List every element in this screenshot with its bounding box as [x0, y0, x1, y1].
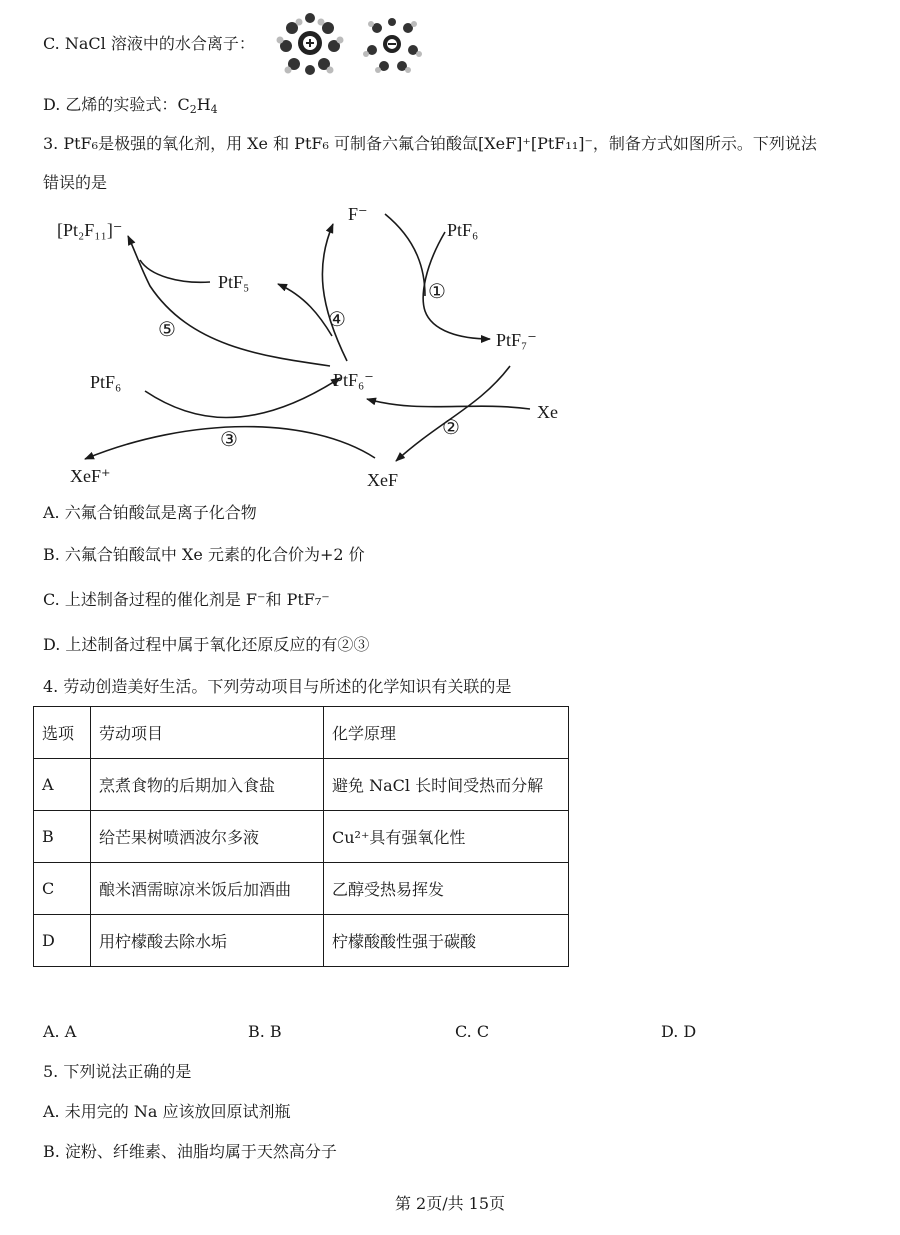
arrow-step2-ptf7 [396, 366, 510, 461]
label-pt2f11: [Pt₂F₁₁]⁻ [57, 220, 123, 240]
step-4-label: ④ [328, 309, 346, 331]
label-ptf6-left: PtF₆ [90, 372, 122, 392]
table-header-cell: 选项 [34, 707, 91, 759]
arrow-step1-f [385, 214, 425, 296]
label-ptf5: PtF₅ [218, 272, 250, 292]
table-cell: 用柠檬酸去除水垢 [91, 915, 324, 967]
label-xef-plus: XeF⁺ [70, 466, 111, 486]
table-cell: B [34, 811, 91, 863]
page-footer: 第 2页/共 15页 [394, 1194, 506, 1213]
q2-option-c-text: C. NaCl 溶液中的水合离子： [43, 34, 255, 53]
q3-option-c: C. 上述制备过程的催化剂是 F⁻和 PtF₇⁻ [43, 590, 330, 609]
table-row [34, 811, 569, 863]
table-row [34, 863, 569, 915]
table-cell: Cu²⁺具有强氧化性 [324, 811, 569, 863]
table-header-cell: 化学原理 [324, 707, 569, 759]
label-ptf6-minus: PtF₆⁻ [333, 370, 374, 390]
table-cell: 酿米酒需晾凉米饭后加酒曲 [91, 863, 324, 915]
q3-stem-line1: 3. PtF₆是极强的氧化剂，用 Xe 和 PtF₆ 可制备六氟合铂酸氙[XeF]⁺[PtF₁₁]⁻，制备方式如图所示。下列说法 [43, 134, 817, 153]
arrow-step3-ptf6 [145, 378, 340, 418]
q3-stem-line2: 错误的是 [43, 173, 108, 192]
arrow-step5-ptf6 [128, 236, 330, 366]
table-cell: 柠檬酸酸性强于碳酸 [324, 915, 569, 967]
table-cell: 烹煮食物的后期加入食盐 [91, 759, 324, 811]
q2-option-d-formula-h: H [196, 95, 211, 114]
table-cell: A [34, 759, 91, 811]
step-1-label: ① [428, 281, 446, 303]
q4-choice-c: C. C [455, 1022, 490, 1041]
table-header-cell: 劳动项目 [91, 707, 324, 759]
q5-stem: 5. 下列说法正确的是 [43, 1062, 192, 1081]
q4-choice-d: D. D [661, 1022, 697, 1041]
q3-option-a: A. 六氟合铂酸氙是离子化合物 [43, 503, 257, 522]
table-cell: 乙醇受热易挥发 [324, 863, 569, 915]
q2-option-d-label: D. 乙烯的实验式： [43, 95, 178, 114]
table-row [34, 915, 569, 967]
table-header-row [34, 707, 569, 759]
label-ptf6-top: PtF₆ [447, 220, 479, 240]
label-xef: XeF [367, 470, 398, 490]
table-cell: 避免 NaCl 长时间受热而分解 [324, 759, 569, 811]
q4-choice-b: B. B [248, 1022, 282, 1041]
table-cell: D [34, 915, 91, 967]
step-3-label: ③ [220, 429, 238, 451]
table-cell: 给芒果树喷洒波尔多液 [91, 811, 324, 863]
step-2-label: ② [442, 417, 460, 439]
reaction-cycle-diagram [40, 196, 580, 496]
q2-option-d-sub2: 4 [210, 103, 218, 116]
hydrated-anion-icon [363, 18, 422, 73]
label-ptf7-minus: PtF₇⁻ [496, 330, 537, 350]
q3-option-b: B. 六氟合铂酸氙中 Xe 元素的化合价为+2 价 [43, 545, 365, 564]
q2-option-d-formula-c: C [177, 95, 190, 114]
arrow-step2-xe [367, 399, 530, 409]
q2-option-d-sub1: 2 [189, 103, 197, 116]
q4-stem: 4. 劳动创造美好生活。下列劳动项目与所述的化学知识有关联的是 [43, 677, 512, 696]
q4-table [33, 706, 569, 967]
arrow-step5-ptf5 [140, 260, 210, 282]
step-5-label: ⑤ [158, 319, 176, 341]
q5-option-b: B. 淀粉、纤维素、油脂均属于天然高分子 [43, 1142, 337, 1161]
q2-option-c [43, 33, 255, 55]
q2-option-d [43, 94, 218, 121]
table-cell: C [34, 863, 91, 915]
table-row [34, 759, 569, 811]
label-f-minus: F⁻ [348, 204, 368, 224]
hydrated-ions-figure [272, 10, 432, 78]
q3-option-d: D. 上述制备过程中属于氧化还原反应的有②③ [43, 635, 370, 654]
label-xe: Xe [537, 402, 558, 422]
arrow-step4-f [322, 224, 347, 361]
q4-choice-a: A. A [43, 1022, 77, 1041]
hydrated-cation-icon [277, 13, 344, 75]
q5-option-a: A. 未用完的 Na 应该放回原试剂瓶 [43, 1102, 291, 1121]
